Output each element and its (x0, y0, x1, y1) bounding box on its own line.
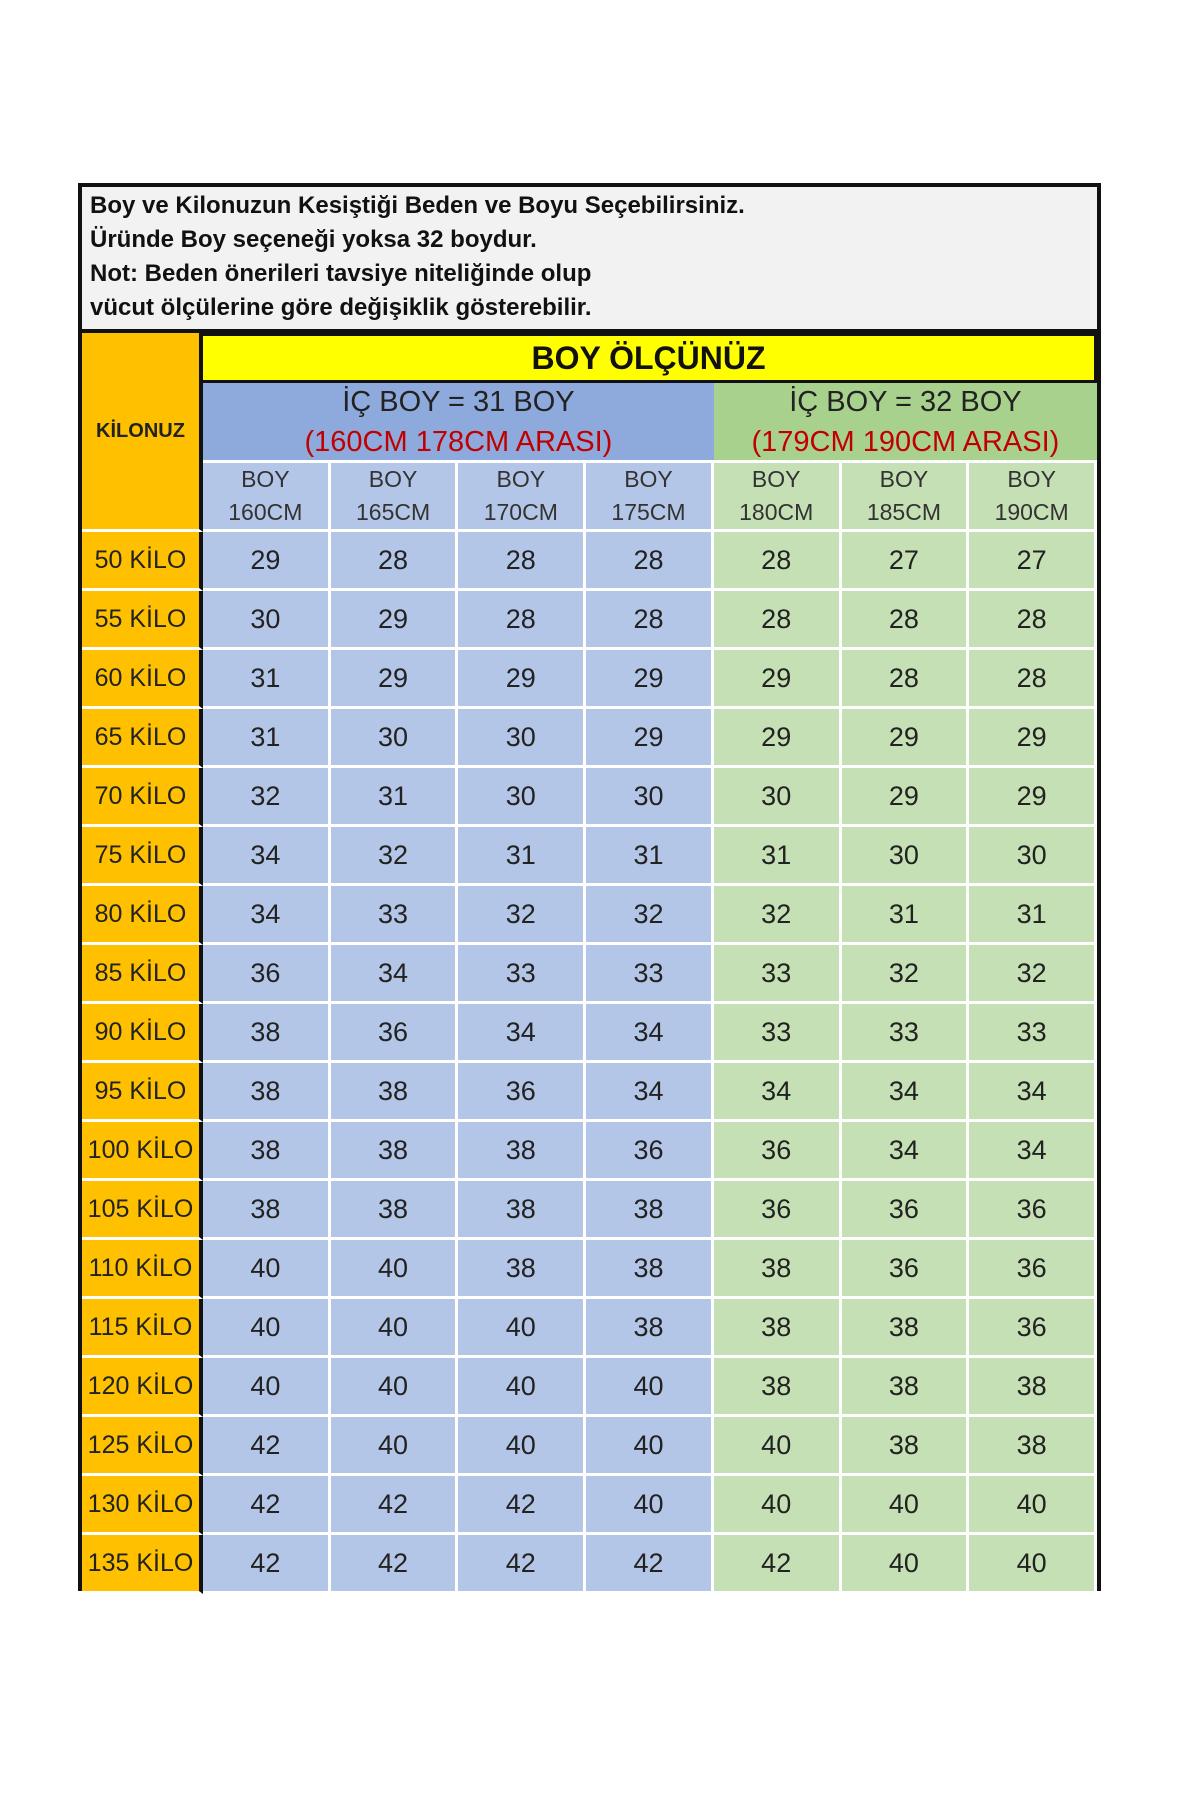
size-cell: 28 (331, 532, 459, 591)
kilo-label: 110 KİLO (82, 1240, 203, 1299)
size-cell: 42 (714, 1535, 842, 1594)
size-cell: 38 (969, 1417, 1097, 1476)
column-header-line: 185CM (866, 499, 941, 525)
size-cell: 34 (969, 1122, 1097, 1181)
size-cell: 33 (842, 1004, 970, 1063)
note-line: Boy ve Kilonuzun Kesiştiği Beden ve Boyu Seçebilirsiniz. (90, 192, 745, 219)
size-cell: 29 (714, 650, 842, 709)
size-cell: 30 (969, 827, 1097, 886)
column-header-line: 180CM (739, 499, 814, 525)
size-cell: 29 (586, 709, 714, 768)
size-cell: 40 (714, 1417, 842, 1476)
column-header-line: 160CM (228, 499, 303, 525)
column-header-175 (586, 463, 714, 532)
group-header-32-boy (714, 383, 1097, 463)
size-cell: 28 (458, 591, 586, 650)
size-cell: 32 (458, 886, 586, 945)
group-range: (179CM 190CM ARASI) (751, 425, 1060, 458)
kilo-label: 115 KİLO (82, 1299, 203, 1358)
size-cell: 34 (969, 1063, 1097, 1122)
column-header-line: BOY (624, 466, 673, 492)
kilo-label: 125 KİLO (82, 1417, 203, 1476)
size-cell: 36 (203, 945, 331, 1004)
size-cell: 28 (458, 532, 586, 591)
size-cell: 33 (458, 945, 586, 1004)
kilo-label: 75 KİLO (82, 827, 203, 886)
kilo-label: 85 KİLO (82, 945, 203, 1004)
note-line: vücut ölçülerine göre değişiklik gösterebilir. (90, 294, 592, 321)
size-cell: 38 (331, 1063, 459, 1122)
kilo-label: 65 KİLO (82, 709, 203, 768)
size-cell: 29 (203, 532, 331, 591)
size-cell: 38 (458, 1181, 586, 1240)
size-cell: 29 (969, 768, 1097, 827)
size-cell: 42 (203, 1535, 331, 1594)
size-cell: 33 (586, 945, 714, 1004)
kilo-label: 90 KİLO (82, 1004, 203, 1063)
size-cell: 38 (714, 1358, 842, 1417)
size-cell: 38 (586, 1299, 714, 1358)
group-header-31-boy (203, 383, 714, 463)
size-cell: 36 (714, 1181, 842, 1240)
size-cell: 40 (203, 1299, 331, 1358)
size-cell: 30 (203, 591, 331, 650)
kilo-label: 55 KİLO (82, 591, 203, 650)
size-cell: 30 (842, 827, 970, 886)
size-cell: 29 (331, 650, 459, 709)
size-cell: 32 (586, 886, 714, 945)
size-cell: 38 (203, 1181, 331, 1240)
size-cell: 36 (969, 1240, 1097, 1299)
column-header-line: BOY (368, 466, 418, 492)
size-cell: 29 (842, 709, 970, 768)
size-cell: 30 (458, 709, 586, 768)
size-cell: 36 (842, 1240, 970, 1299)
size-cell: 38 (586, 1240, 714, 1299)
size-cell: 42 (331, 1476, 459, 1535)
size-cell: 40 (458, 1358, 586, 1417)
size-cell: 30 (586, 768, 714, 827)
column-header-line: 175CM (611, 499, 686, 525)
size-cell: 40 (969, 1476, 1097, 1535)
column-header-185 (842, 463, 970, 532)
kilo-label: 120 KİLO (82, 1358, 203, 1417)
size-cell: 36 (969, 1299, 1097, 1358)
size-cell: 38 (203, 1122, 331, 1181)
column-header-line: BOY (496, 466, 546, 492)
column-header-line: BOY (751, 466, 801, 492)
column-header-line: BOY (1007, 466, 1056, 492)
size-cell: 29 (842, 768, 970, 827)
size-cell: 31 (203, 709, 331, 768)
size-cell: 34 (714, 1063, 842, 1122)
size-cell: 40 (842, 1535, 970, 1594)
size-cell: 28 (969, 650, 1097, 709)
size-cell: 28 (586, 591, 714, 650)
boy-olcunuz-title: BOY ÖLÇÜNÜZ (203, 333, 1097, 383)
size-cell: 36 (331, 1004, 459, 1063)
column-header-160 (203, 463, 331, 532)
size-cell: 34 (458, 1004, 586, 1063)
column-header-line: 190CM (994, 499, 1069, 525)
size-cell: 40 (842, 1476, 970, 1535)
size-cell: 36 (842, 1181, 970, 1240)
size-cell: 31 (714, 827, 842, 886)
size-cell: 28 (586, 532, 714, 591)
size-cell: 40 (458, 1417, 586, 1476)
size-cell: 31 (458, 827, 586, 886)
kilo-label: 130 KİLO (82, 1476, 203, 1535)
kilonuz-header: KİLONUZ (82, 333, 203, 532)
size-cell: 38 (714, 1299, 842, 1358)
column-header-170 (458, 463, 586, 532)
size-cell: 42 (203, 1476, 331, 1535)
kilo-label: 100 KİLO (82, 1122, 203, 1181)
size-cell: 27 (969, 532, 1097, 591)
size-cell: 32 (714, 886, 842, 945)
size-cell: 42 (458, 1535, 586, 1594)
size-cell: 38 (842, 1299, 970, 1358)
size-cell: 27 (842, 532, 970, 591)
size-cell: 38 (203, 1063, 331, 1122)
size-cell: 40 (969, 1535, 1097, 1594)
size-cell: 34 (203, 827, 331, 886)
size-cell: 38 (714, 1240, 842, 1299)
kilo-label: 80 KİLO (82, 886, 203, 945)
size-cell: 30 (458, 768, 586, 827)
size-cell: 40 (586, 1358, 714, 1417)
column-header-165 (331, 463, 459, 532)
size-cell: 38 (969, 1358, 1097, 1417)
group-range: (160CM 178CM ARASI) (304, 425, 613, 458)
size-cell: 30 (331, 709, 459, 768)
size-cell: 40 (714, 1476, 842, 1535)
size-cell: 42 (331, 1535, 459, 1594)
size-cell: 31 (969, 886, 1097, 945)
size-cell: 28 (969, 591, 1097, 650)
group-title: İÇ BOY = 32 BOY (789, 385, 1022, 418)
size-cell: 29 (458, 650, 586, 709)
size-cell: 40 (586, 1476, 714, 1535)
size-cell: 38 (203, 1004, 331, 1063)
size-cell: 33 (331, 886, 459, 945)
size-cell: 32 (203, 768, 331, 827)
size-cell: 33 (969, 1004, 1097, 1063)
size-cell: 40 (458, 1299, 586, 1358)
column-header-line: BOY (241, 466, 290, 492)
size-cell: 28 (842, 591, 970, 650)
size-cell: 36 (586, 1122, 714, 1181)
size-cell: 42 (586, 1535, 714, 1594)
group-title: İÇ BOY = 31 BOY (342, 385, 575, 418)
size-cell: 36 (969, 1181, 1097, 1240)
size-cell: 40 (331, 1299, 459, 1358)
kilo-label: 70 KİLO (82, 768, 203, 827)
size-cell: 36 (714, 1122, 842, 1181)
size-cell: 29 (331, 591, 459, 650)
size-cell: 30 (714, 768, 842, 827)
size-cell: 40 (203, 1358, 331, 1417)
kilo-label: 135 KİLO (82, 1535, 203, 1594)
size-cell: 38 (458, 1122, 586, 1181)
column-header-line: BOY (879, 466, 929, 492)
size-cell: 40 (331, 1240, 459, 1299)
note-line: Not: Beden önerileri tavsiye niteliğinde olup (90, 260, 592, 287)
column-header-line: 165CM (355, 499, 431, 525)
kilo-label: 95 KİLO (82, 1063, 203, 1122)
size-cell: 31 (203, 650, 331, 709)
size-cell: 34 (331, 945, 459, 1004)
column-header-190 (969, 463, 1097, 532)
kilo-label: 50 KİLO (82, 532, 203, 591)
size-cell: 38 (331, 1122, 459, 1181)
kilo-label: 60 KİLO (82, 650, 203, 709)
size-cell: 36 (458, 1063, 586, 1122)
size-cell: 31 (331, 768, 459, 827)
size-cell: 40 (331, 1417, 459, 1476)
size-cell: 42 (203, 1417, 331, 1476)
size-cell: 31 (842, 886, 970, 945)
size-cell: 28 (714, 591, 842, 650)
size-cell: 31 (586, 827, 714, 886)
size-cell: 33 (714, 1004, 842, 1063)
size-cell: 34 (842, 1122, 970, 1181)
size-cell: 34 (586, 1004, 714, 1063)
size-cell: 34 (842, 1063, 970, 1122)
size-cell: 38 (331, 1181, 459, 1240)
size-cell: 28 (714, 532, 842, 591)
column-header-180 (714, 463, 842, 532)
size-cell: 38 (842, 1358, 970, 1417)
size-cell: 40 (586, 1417, 714, 1476)
size-chart (78, 183, 1101, 1591)
size-cell: 34 (586, 1063, 714, 1122)
size-cell: 32 (969, 945, 1097, 1004)
size-cell: 29 (586, 650, 714, 709)
size-cell: 38 (458, 1240, 586, 1299)
size-cell: 38 (842, 1417, 970, 1476)
size-cell: 32 (331, 827, 459, 886)
size-cell: 38 (586, 1181, 714, 1240)
size-cell: 32 (842, 945, 970, 1004)
size-cell: 40 (331, 1358, 459, 1417)
size-table (82, 333, 1097, 1587)
size-cell: 40 (203, 1240, 331, 1299)
size-cell: 42 (458, 1476, 586, 1535)
size-cell: 34 (203, 886, 331, 945)
size-cell: 28 (842, 650, 970, 709)
kilo-label: 105 KİLO (82, 1181, 203, 1240)
size-cell: 29 (969, 709, 1097, 768)
size-cell: 29 (714, 709, 842, 768)
notes-box (82, 187, 1097, 333)
note-line: Üründe Boy seçeneği yoksa 32 boydur. (90, 226, 537, 253)
size-cell: 33 (714, 945, 842, 1004)
column-header-line: 170CM (483, 499, 558, 525)
